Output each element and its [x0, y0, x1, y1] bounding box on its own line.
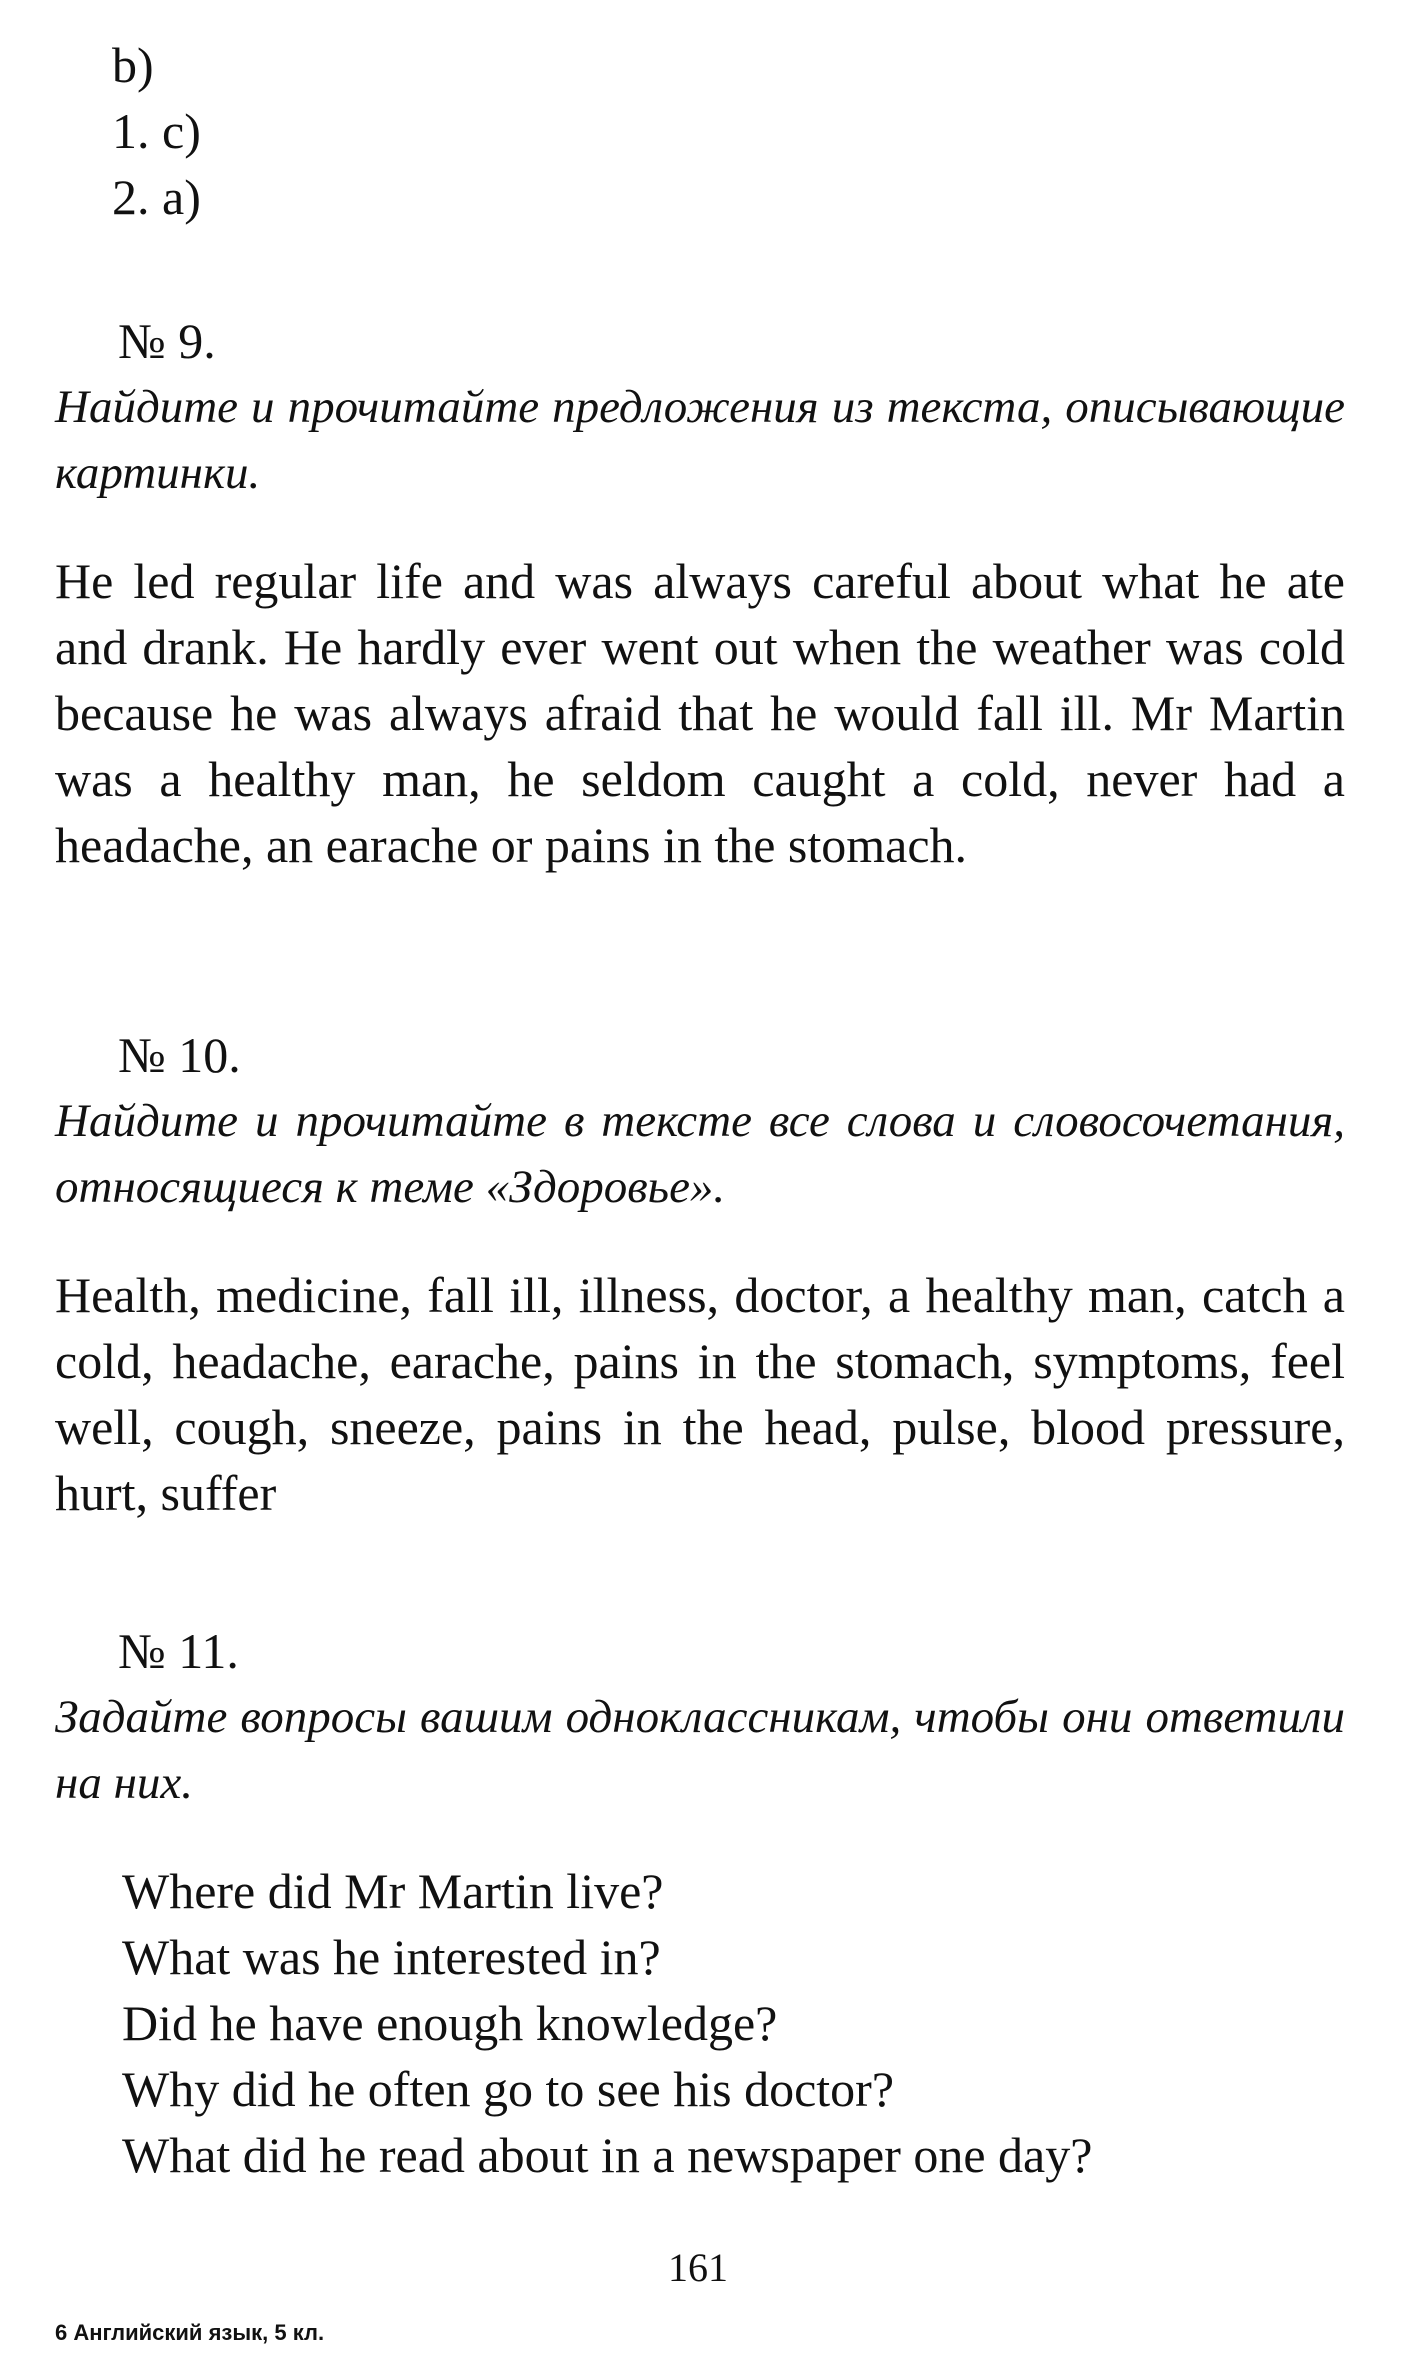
question-item: Did he have enough knowledge? [122, 1995, 778, 2051]
question-item: Where did Mr Martin live? [122, 1863, 664, 1919]
task-10-number: № 10. [118, 1027, 241, 1083]
task-9-answer-text: He led regular life and was always careful about what he ate and drank. He hardly ever went out when the weather was cold because he was always afraid that he would fall ill. Mr Martin was a healthy man, he seldom caught a cold, never had a headache, an earache or pains in the stomach. [55, 553, 1345, 873]
task-11-question-list [122, 1858, 1092, 2188]
task-9-instruction: Найдите и прочитайте предложения из текста, описывающие картинки. [55, 381, 1345, 499]
answer-item: 2. a) [112, 169, 201, 225]
question-item: What did he read about in a newspaper one day? [122, 2127, 1093, 2183]
task-11-number: № 11. [118, 1623, 239, 1679]
footer-signature: 6 Английский язык, 5 кл. [55, 2320, 325, 2345]
answer-item: b) [112, 37, 154, 93]
task-9-number: № 9. [118, 313, 216, 369]
task-10-answer-text: Health, medicine, fall ill, illness, doctor, a healthy man, catch a cold, headache, earache, pains in the stomach, symptoms, feel well, cough, sneeze, pains in the head, pulse, blood pressure, hurt, suffer [55, 1267, 1345, 1521]
page-number: 161 [668, 2245, 728, 2290]
question-item: What was he interested in? [122, 1929, 661, 1985]
task-10-instruction: Найдите и прочитайте в тексте все слова и словосочетания, относящиеся к теме «Здоровье». [55, 1095, 1345, 1213]
task-11-instruction: Задайте вопросы вашим одноклассникам, чтобы они ответили на них. [55, 1691, 1345, 1809]
question-item: Why did he often go to see his doctor? [122, 2061, 895, 2117]
answer-item: 1. c) [112, 103, 201, 159]
